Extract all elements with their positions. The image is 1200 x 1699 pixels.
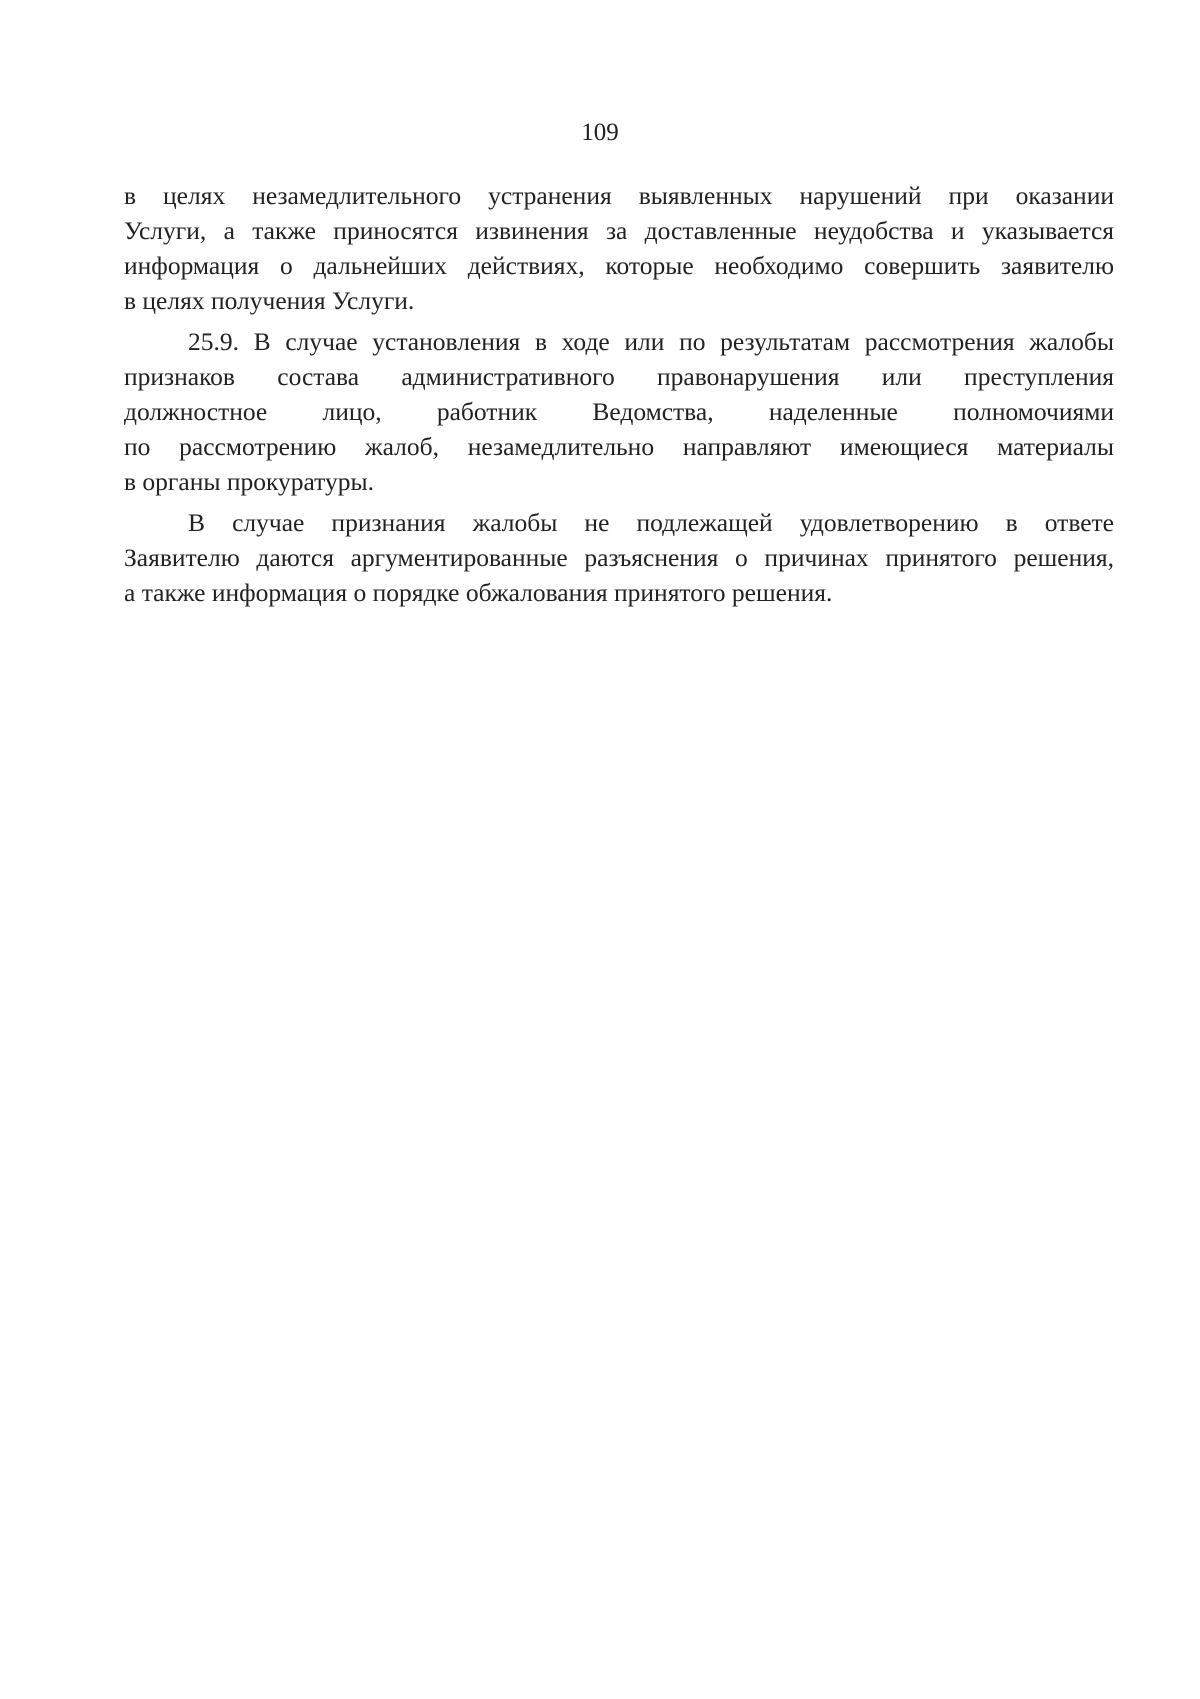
- paragraph-line: а также информация о порядке обжалования принятого решения.: [124, 578, 833, 607]
- paragraph-line: в целях незамедлительного устранения выявленных нарушений при оказании: [124, 181, 1114, 210]
- paragraph-line: должностное лицо, работник Ведомства, наделенные полномочиями: [124, 397, 1114, 426]
- page-number: 109: [581, 119, 619, 146]
- paragraph-line: в органы прокуратуры.: [124, 467, 374, 496]
- paragraph-line: 25.9. В случае установления в ходе или по результатам рассмотрения жалобы: [188, 327, 1114, 356]
- paragraph-3: [124, 505, 1114, 610]
- paragraph-line: по рассмотрению жалоб, незамедлительно направляют имеющиеся материалы: [124, 432, 1114, 461]
- body-text: [124, 178, 1114, 616]
- paragraph-1: [124, 178, 1114, 318]
- paragraph-line: В случае признания жалобы не подлежащей удовлетворению в ответе: [188, 508, 1114, 537]
- paragraph-line: Услуги, а также приносятся извинения за доставленные неудобства и указывается: [124, 216, 1114, 245]
- paragraph-2: [124, 324, 1114, 499]
- paragraph-line: Заявителю даются аргументированные разъяснения о причинах принятого решения,: [124, 543, 1114, 572]
- paragraph-line: признаков состава административного правонарушения или преступления: [124, 362, 1114, 391]
- paragraph-line: в целях получения Услуги.: [124, 286, 415, 315]
- paragraph-line: информация о дальнейших действиях, которые необходимо совершить заявителю: [124, 251, 1114, 280]
